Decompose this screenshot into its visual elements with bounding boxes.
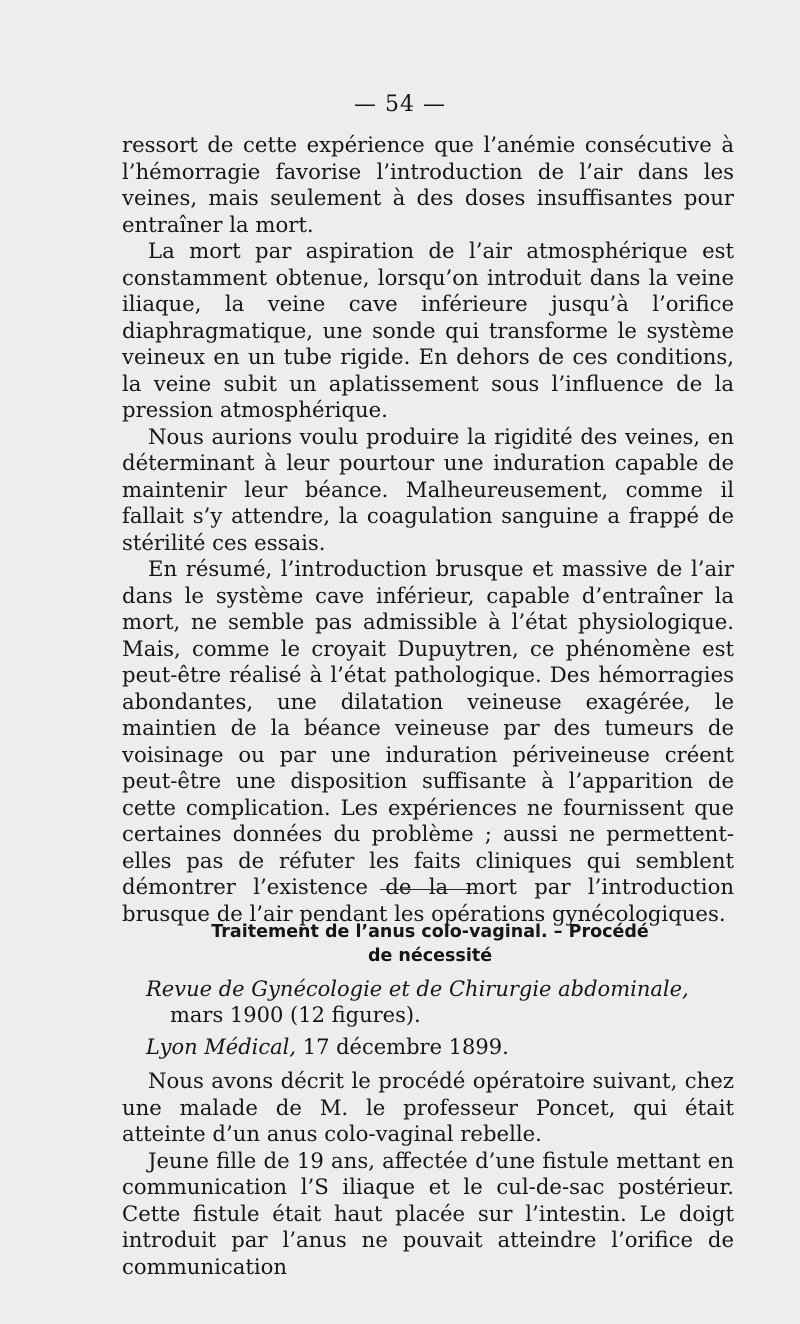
paragraph: La mort par aspiration de l’air atmosphérique est constamment obtenue, lorsqu’on introduit dans la veine iliaque, la veine cave inférieure jusqu’à l’orifice diaphragmatique, une sonde qui transforme le système veineux en un tube rigide. En dehors de ces conditions, la veine subit un aplatissement sous l’influence de la pression atmosphérique.	[122, 238, 734, 422]
heading-line: de nécessité	[367, 946, 493, 966]
reference-journal: Revue de Gynécologie et de Chirurgie abdominale,	[146, 977, 689, 1001]
reference-journal: Lyon Médical,	[146, 1035, 297, 1059]
paragraph: Nous avons décrit le procédé opératoire suivant, chez une malade de M. le professeur Poncet, qui était atteinte d’un anus colo-vaginal rebelle.	[122, 1068, 734, 1146]
page-number: — 54 —	[354, 92, 446, 117]
paragraph: Nous aurions voulu produire la rigidité des veines, en déterminant à leur pourtour une induration capable de maintenir leur béance. Malheureusement, comme il fallait s’y attendre, la coagulation sanguine a frappé de stérilité ces essais.	[122, 423, 734, 555]
heading-line: Traitement de l’anus colo-vaginal. – Procédé	[211, 922, 649, 942]
paragraph: En résumé, l’introduction brusque et massive de l’air dans le système cave inférieur, capable d’entraîner la mort, ne semble pas admissible à l’état physiologique. Mais, comme le croyait Dupuytren, ce phénomène est peut-être réalisé à l’état pathologique. Des hémorragies abondantes, une dilatation veineuse exagérée, le maintien de la béance veineuse par des tumeurs de voisinage ou par une induration périveineuse créent peut-être une disposition suffisante à l’apparition de cette complication. Les expériences ne fournissent que certaines données du problème ; aussi ne permettent-elles pas de réfuter les faits cliniques qui semblent démontrer l’existence de la mort par l’introduction brusque de l’air pendant les opérations gynécologiques.	[122, 556, 734, 926]
reference-lyon-medical	[146, 1034, 736, 1060]
paragraph: ressort de cette expérience que l’anémie consécutive à l’hémorragie favorise l’introduction de l’air dans les veines, mais seulement à des doses insuffisantes pour entraîner la mort.	[122, 132, 734, 237]
section-divider	[380, 889, 474, 890]
section-2-text	[122, 1068, 734, 1280]
section-1-text	[122, 132, 734, 927]
publication-references	[146, 976, 736, 1060]
paragraph: Jeune fille de 19 ans, affectée d’une fistule mettant en communication l’S iliaque et le cul-de-sac postérieur. Cette fistule était haut placée sur l’intestin. Le doigt introduit par l’anus ne pouvait atteindre l’orifice de communication	[122, 1147, 734, 1279]
section-heading	[150, 920, 710, 968]
reference-details: mars 1900 (12 figures).	[170, 1003, 421, 1027]
reference-date: 17 décembre 1899.	[296, 1035, 509, 1059]
